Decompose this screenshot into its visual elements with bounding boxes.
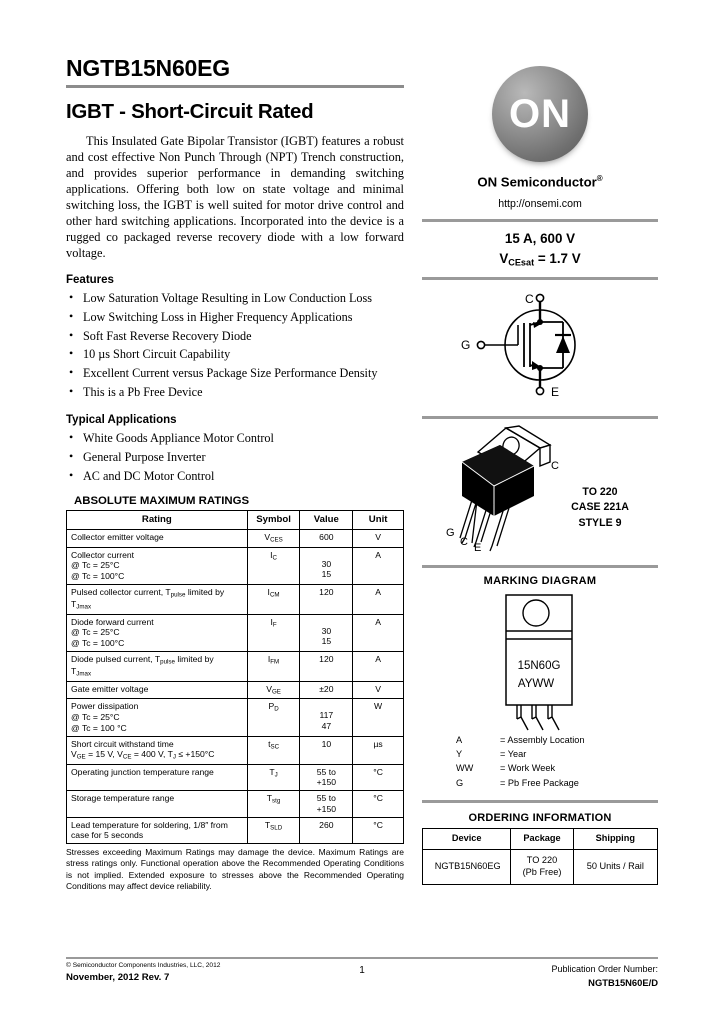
cell-unit bbox=[353, 681, 404, 698]
unit-text: µs bbox=[373, 738, 383, 749]
list-item bbox=[66, 308, 406, 327]
symbol-main: T bbox=[269, 766, 275, 777]
symbol-sub: CM bbox=[269, 591, 280, 599]
marking-line-1: 15N60G bbox=[517, 659, 561, 672]
column-header-package: Package bbox=[511, 828, 573, 849]
rating-condition: $V_{GE} = 15$ V, $V_{CE} = 400$ V, $T_J \le +150^\circ C$ bbox=[71, 749, 215, 761]
vcesat-symbol: V bbox=[499, 251, 509, 267]
page-title: IGBT - Short-Circuit Rated bbox=[66, 100, 314, 124]
list-item bbox=[66, 289, 406, 308]
cell-package bbox=[511, 849, 573, 884]
feature-label: Low Switching Loss in Higher Frequency Applications bbox=[83, 309, 353, 324]
brand-name-text: ON Semiconductor bbox=[477, 174, 597, 190]
list-item bbox=[66, 467, 406, 486]
part-number-heading: NGTB15N60EG bbox=[66, 55, 230, 81]
rating-condition: @ Tc = 25°C bbox=[71, 560, 120, 571]
header-divider bbox=[66, 85, 404, 88]
cell-value bbox=[300, 699, 353, 736]
applications-heading: Typical Applications bbox=[66, 414, 177, 427]
vcesat-subscript: CEsat bbox=[508, 257, 535, 268]
package-label-c2: C bbox=[460, 535, 468, 548]
package-type: TO 220 bbox=[526, 854, 558, 865]
table-row bbox=[67, 736, 404, 764]
cell-value bbox=[300, 651, 353, 681]
table-row bbox=[67, 699, 404, 736]
cell-value bbox=[300, 681, 353, 698]
legend-value: = Work Week bbox=[500, 763, 556, 774]
intro-paragraph: This Insulated Gate Bipolar Transistor (IGBT) features a robust and cost effective Non Punch Through (NPT) Trench construction, and provides superior performance in demanding switching applications. Offering both low on state voltage and minimal switching loss, the IGBT is well suited for motor drive control and other hard switching applications. Incorporated into the device is a rugged co packaged reverse recovery diode with a low forward voltage. bbox=[66, 134, 404, 261]
value-text: 30 bbox=[321, 558, 332, 569]
package-drawing-container bbox=[422, 419, 658, 556]
symbol-sub: F bbox=[272, 621, 277, 629]
unit-text: V bbox=[375, 532, 381, 543]
ordering-information-heading: ORDERING INFORMATION bbox=[468, 811, 612, 824]
cell-rating bbox=[67, 614, 248, 651]
legend-value: = Assembly Location bbox=[500, 734, 585, 745]
registered-mark: ® bbox=[596, 174, 603, 183]
value-text-2: +150 bbox=[316, 777, 337, 788]
symbol-sub: stg bbox=[272, 797, 281, 805]
table-row bbox=[67, 547, 404, 584]
cell-symbol bbox=[247, 817, 300, 843]
application-label: General Purpose Inverter bbox=[83, 449, 206, 464]
cell-rating bbox=[67, 699, 248, 736]
value-text: ±20 bbox=[319, 683, 334, 694]
legend-value: = Year bbox=[500, 749, 527, 760]
legend-row bbox=[456, 747, 624, 761]
table-row bbox=[67, 651, 404, 681]
legend-row bbox=[456, 733, 624, 747]
cell-symbol bbox=[247, 791, 300, 817]
website-url[interactable]: http://onsemi.com bbox=[498, 198, 582, 211]
value-text-2: 15 bbox=[321, 569, 332, 580]
cell-rating: Pulsed collector current, $T_{pulse}$ limited by $T_{Jmax}$ bbox=[67, 584, 248, 614]
schematic-symbol-container bbox=[422, 280, 658, 407]
symbol-sub: FM bbox=[270, 658, 280, 666]
ratings-note: Stresses exceeding Maximum Ratings may damage the device. Maximum Ratings are stress ratings only. Functional operation above the Recommended Operating Conditions is not implied. Extended exposure to stresses above the Recommended Operating Conditions may affect device reliability. bbox=[66, 847, 404, 891]
cell-symbol bbox=[247, 764, 300, 790]
divider bbox=[422, 565, 658, 568]
marking-legend bbox=[456, 733, 624, 790]
unit-text: °C bbox=[373, 819, 383, 830]
schematic-label-g: G bbox=[461, 337, 471, 352]
cell-device: NGTB15N60EG bbox=[423, 849, 511, 884]
cell-symbol bbox=[247, 651, 300, 681]
rating-condition: @ Tc = 25°C bbox=[71, 712, 120, 723]
rating-condition: @ Tc = 100 °C bbox=[71, 722, 127, 733]
symbol-main: I bbox=[270, 616, 273, 627]
value-text: 117 bbox=[319, 710, 334, 721]
symbol-sub: D bbox=[274, 706, 279, 714]
unit-text: °C bbox=[373, 766, 383, 777]
package-label-e: E bbox=[474, 541, 482, 552]
rating-text: Lead temperature for soldering, 1/8″ from case for 5 seconds bbox=[71, 819, 228, 841]
feature-label: Excellent Current versus Package Size Performance Density bbox=[83, 365, 378, 380]
package-name: TO 220 bbox=[582, 485, 618, 498]
logo-container bbox=[422, 60, 658, 168]
column-header-symbol: Symbol bbox=[247, 511, 300, 530]
unit-text: A bbox=[375, 549, 381, 560]
divider bbox=[422, 219, 658, 222]
rating-condition: @ Tc = 25°C bbox=[71, 627, 120, 638]
rating-text: Operating junction temperature range bbox=[71, 766, 214, 777]
table-row bbox=[67, 791, 404, 817]
marking-diagram-heading: MARKING DIAGRAM bbox=[483, 574, 597, 587]
rating-text: Power dissipation bbox=[71, 701, 139, 712]
cell-value bbox=[300, 817, 353, 843]
logo-text: ON bbox=[509, 92, 571, 136]
absolute-maximum-ratings-table bbox=[66, 510, 404, 844]
application-label: White Goods Appliance Motor Control bbox=[83, 431, 274, 446]
unit-text: A bbox=[375, 653, 381, 664]
table-row bbox=[423, 849, 658, 884]
list-item bbox=[66, 429, 406, 448]
column-header-rating: Rating bbox=[67, 511, 248, 530]
value-text: 55 to bbox=[316, 766, 336, 777]
cell-symbol bbox=[247, 584, 300, 614]
ratings-table-title: ABSOLUTE MAXIMUM RATINGS bbox=[74, 495, 250, 508]
table-header-row bbox=[423, 828, 658, 849]
value-text: 600 bbox=[319, 532, 334, 543]
spec-rating-line: 15 A, 600 V bbox=[504, 231, 576, 247]
rating-text: Gate emitter voltage bbox=[71, 683, 149, 694]
value-text-2: 15 bbox=[321, 636, 332, 647]
symbol-sub: CES bbox=[270, 536, 283, 544]
feature-label: 10 µs Short Circuit Capability bbox=[83, 347, 231, 362]
features-list bbox=[66, 289, 406, 401]
page-number: 1 bbox=[359, 965, 365, 976]
cell-shipping: 50 Units / Rail bbox=[573, 849, 657, 884]
package-label-g: G bbox=[446, 526, 455, 539]
legend-key: Y bbox=[456, 749, 463, 760]
value-text: 10 bbox=[321, 738, 332, 749]
symbol-main: V bbox=[266, 683, 272, 694]
legend-value: = Pb Free Package bbox=[500, 777, 579, 788]
rating-condition: @ Tc = 100°C bbox=[71, 571, 125, 582]
symbol-main: V bbox=[264, 532, 271, 543]
schematic-label-c: C bbox=[525, 291, 534, 306]
marking-line-2: AYWW bbox=[517, 677, 555, 690]
igbt-schematic-icon bbox=[455, 289, 625, 401]
table-row bbox=[67, 764, 404, 790]
table-header-row bbox=[67, 511, 404, 530]
legend-key: WW bbox=[456, 763, 474, 774]
feature-label: Low Saturation Voltage Resulting in Low Conduction Loss bbox=[83, 291, 372, 306]
value-text: 120 bbox=[319, 586, 334, 597]
cell-unit bbox=[353, 614, 404, 651]
footer-divider bbox=[66, 957, 658, 959]
legend-key: G bbox=[456, 777, 464, 788]
cell-unit bbox=[353, 736, 404, 764]
schematic-label-e: E bbox=[551, 384, 560, 399]
publication-number: NGTB15N60E/D bbox=[588, 977, 658, 989]
revision-text: November, 2012 Rev. 7 bbox=[66, 971, 170, 983]
application-label: AC and DC Motor Control bbox=[83, 468, 215, 483]
on-semiconductor-logo-icon bbox=[492, 66, 588, 162]
column-header-shipping: Shipping bbox=[573, 828, 657, 849]
unit-text: °C bbox=[373, 793, 383, 804]
value-text: 260 bbox=[319, 819, 334, 830]
left-column bbox=[66, 56, 406, 892]
symbol-sub: C bbox=[272, 554, 277, 562]
symbol-main: T bbox=[266, 793, 273, 804]
value-text: 55 to bbox=[316, 793, 336, 804]
package-case: CASE 221A bbox=[571, 501, 629, 514]
value-text: 120 bbox=[319, 653, 334, 664]
cell-value bbox=[300, 736, 353, 764]
divider bbox=[422, 800, 658, 803]
list-item bbox=[66, 383, 406, 402]
symbol-main: T bbox=[264, 819, 271, 830]
column-header-unit: Unit bbox=[353, 511, 404, 530]
cell-symbol bbox=[247, 614, 300, 651]
symbol-main: P bbox=[268, 701, 275, 712]
symbol-main: I bbox=[267, 653, 271, 664]
features-heading: Features bbox=[66, 274, 114, 287]
rating-text: Diode forward current bbox=[71, 616, 154, 627]
legend-key: A bbox=[456, 734, 463, 745]
cell-value bbox=[300, 547, 353, 584]
cell-rating: Diode pulsed current, $T_{pulse}$ limited by $T_{Jmax}$ bbox=[67, 651, 248, 681]
unit-text: V bbox=[375, 683, 381, 694]
feature-label: Soft Fast Reverse Recovery Diode bbox=[83, 328, 252, 343]
table-row bbox=[67, 681, 404, 698]
rating-text: Storage temperature range bbox=[71, 793, 175, 804]
cell-rating bbox=[67, 817, 248, 843]
cell-unit bbox=[353, 530, 404, 547]
cell-unit bbox=[353, 547, 404, 584]
feature-label: This is a Pb Free Device bbox=[83, 384, 203, 399]
value-text: 30 bbox=[321, 625, 332, 636]
rating-text: Short circuit withstand time bbox=[71, 738, 174, 749]
package-designation bbox=[558, 485, 642, 531]
cell-unit bbox=[353, 791, 404, 817]
cell-value bbox=[300, 614, 353, 651]
list-item bbox=[66, 364, 406, 383]
cell-rating bbox=[67, 764, 248, 790]
cell-unit bbox=[353, 764, 404, 790]
package-style: STYLE 9 bbox=[578, 516, 622, 529]
cell-unit bbox=[353, 584, 404, 614]
table-row bbox=[67, 817, 404, 843]
list-item bbox=[66, 448, 406, 467]
cell-symbol bbox=[247, 681, 300, 698]
cell-unit bbox=[353, 651, 404, 681]
rating-text: Collector current bbox=[71, 549, 135, 560]
cell-symbol bbox=[247, 736, 300, 764]
unit-text: A bbox=[375, 586, 381, 597]
table-row bbox=[67, 614, 404, 651]
cell-rating bbox=[67, 547, 248, 584]
unit-text: A bbox=[375, 616, 381, 627]
symbol-sub: GE bbox=[271, 688, 281, 696]
package-label-c: C bbox=[551, 459, 559, 472]
cell-value bbox=[300, 530, 353, 547]
cell-rating bbox=[67, 736, 248, 764]
column-header-value: Value bbox=[300, 511, 353, 530]
cell-symbol bbox=[247, 699, 300, 736]
cell-value bbox=[300, 764, 353, 790]
marking-diagram-icon bbox=[422, 591, 658, 731]
symbol-sub: J bbox=[274, 771, 278, 779]
brand-name bbox=[422, 174, 658, 189]
column-header-device: Device bbox=[423, 828, 511, 849]
legend-row bbox=[456, 761, 624, 775]
table-row bbox=[67, 530, 404, 547]
spec-vcesat-line bbox=[422, 251, 658, 268]
cell-rating bbox=[67, 791, 248, 817]
right-column bbox=[422, 60, 658, 885]
ordering-information-table bbox=[422, 828, 658, 885]
vcesat-value: = 1.7 V bbox=[534, 251, 581, 267]
symbol-sub: SC bbox=[270, 743, 280, 751]
footer-right bbox=[551, 963, 658, 990]
rating-text: Collector emitter voltage bbox=[71, 532, 164, 543]
symbol-sub: SLD bbox=[270, 824, 283, 832]
value-text-2: 47 bbox=[321, 721, 332, 732]
cell-rating bbox=[67, 681, 248, 698]
list-item bbox=[66, 345, 406, 364]
legend-row bbox=[456, 776, 624, 790]
cell-unit bbox=[353, 817, 404, 843]
applications-list bbox=[66, 429, 406, 485]
copyright-text: © Semiconductor Components Industries, LLC, 2012 bbox=[66, 962, 221, 969]
value-text-2: +150 bbox=[316, 803, 337, 814]
cell-value bbox=[300, 584, 353, 614]
cell-symbol bbox=[247, 530, 300, 547]
list-item bbox=[66, 327, 406, 346]
unit-text: W bbox=[374, 701, 383, 712]
cell-value bbox=[300, 791, 353, 817]
symbol-main: I bbox=[270, 549, 273, 560]
cell-unit bbox=[353, 699, 404, 736]
cell-symbol bbox=[247, 547, 300, 584]
rating-condition: @ Tc = 100°C bbox=[71, 638, 125, 649]
symbol-main: t bbox=[268, 738, 271, 749]
publication-label: Publication Order Number: bbox=[551, 964, 658, 974]
symbol-main: I bbox=[267, 586, 270, 597]
package-pbfree: (Pb Free) bbox=[522, 866, 562, 877]
table-row bbox=[67, 584, 404, 614]
cell-rating bbox=[67, 530, 248, 547]
